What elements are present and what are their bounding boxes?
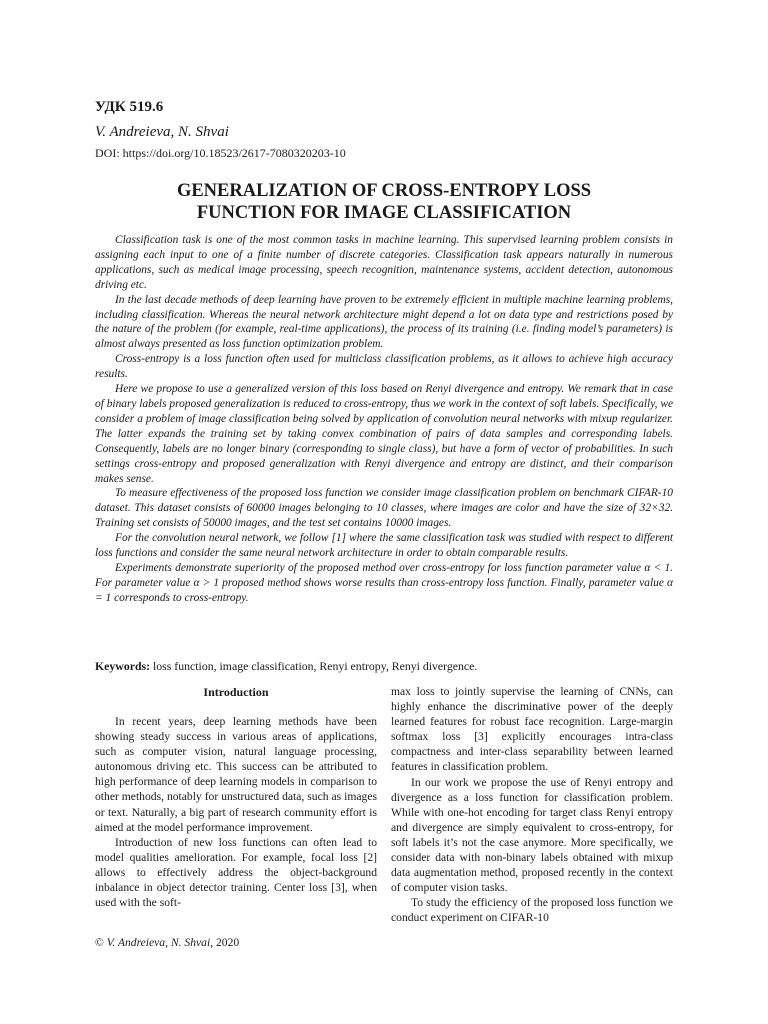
keywords-label: Keywords: bbox=[95, 659, 151, 673]
body-paragraph: In our work we propose the use of Renyi entropy and divergence as a loss function for classification problem. While with one-hot encoding for target class Renyi entropy and divergence are simply equivalent to cross-entropy, for soft labels it’s not the case anymore. More specifically, we consider data with non-binary labels obtained with mixup data augmentation method, proposed recently in the context of computer vision tasks. bbox=[391, 775, 673, 895]
title-line: GENERALIZATION OF CROSS-ENTROPY LOSS bbox=[176, 181, 592, 201]
body-paragraph: max loss to jointly supervise the learning of CNNs, can highly enhance the discriminative power of the deeply learned features for robust face recognition. Large-margin softmax loss [3] explicitly encourages intra-class compactness and inter-class separability between learned features in classification problem. bbox=[391, 685, 673, 774]
abstract-paragraph: Experiments demonstrate superiority of the proposed method over cross-entropy for loss function parameter value α < 1. For parameter value α > 1 proposed method shows worse results than cross-entropy loss function. Finally, parameter value α = 1 corresponds to cross-entropy. bbox=[95, 561, 673, 604]
abstract-paragraph: For the convolution neural network, we follow [1] where the same classification task was studied with respect to different loss functions and consider the same neural network architecture in order to obtain comparable results. bbox=[95, 532, 673, 560]
copyright-notice bbox=[95, 936, 239, 949]
paper-title bbox=[95, 180, 673, 224]
body-paragraph: In recent years, deep learning methods have been showing steady success in various areas of applications, such as computer vision, natural language processing, autonomous driving etc. This success can be attributed to high performance of deep learning models in comparison to other methods, notably for unstructured data, such as images or text. Naturally, a big part of research community effort is aimed at the model performance improvement. bbox=[95, 715, 377, 834]
authors: V. Andreieva, N. Shvai bbox=[95, 124, 229, 140]
abstract-paragraph: In the last decade methods of deep learning have proven to be extremely efficient in multiple machine learning problems, including classification. Whereas the neural network architecture might depend a lot on data type and restrictions posed by the nature of the problem (for example, real-time applications), the process of its training (i.e. finding model’s parameters) is almost always presented as loss function optimization problem. bbox=[95, 293, 673, 351]
copyright-symbol: © bbox=[95, 936, 104, 949]
keywords bbox=[95, 659, 673, 674]
abstract bbox=[95, 233, 673, 606]
abstract-paragraph: To measure effectiveness of the proposed loss function we consider image classification problem on benchmark CIFAR-10 dataset. This dataset consists of 60000 images belonging to 10 classes, where images are color and have the size of 32×32. Training set consists of 50000 images, and the test set contains 10000 images. bbox=[95, 487, 673, 530]
body-paragraph: To study the efficiency of the proposed loss function we conduct experiment on CIFAR-10 bbox=[391, 896, 673, 925]
keywords-text: loss function, image classification, Renyi entropy, Renyi divergence. bbox=[150, 659, 478, 673]
section-heading-introduction: Introduction bbox=[203, 685, 269, 699]
abstract-paragraph: Cross-entropy is a loss function often used for multiclass classification problems, as it allows to achieve high accuracy results. bbox=[95, 353, 673, 381]
abstract-paragraph: Here we propose to use a generalized version of this loss based on Renyi divergence and entropy. We remark that in case of binary labels proposed generalization is reduced to cross-entropy, thus we work in the context of soft labels. Specifically, we consider a problem of image classification being solved by application of convolution neural networks with mixup regularizer. The latter expands the training set by taking convex combination of pairs of data samples and corresponding labels. Consequently, labels are no longer binary (corresponding to single class), but have a form of vector of probabilities. In such settings cross-entropy and proposed generalization with Renyi divergence and entropy are distinct, and their comparison makes sense. bbox=[95, 383, 673, 485]
udk-code: УДК 519.6 bbox=[95, 99, 164, 115]
copyright-names: V. Andreieva, N. Shvai bbox=[106, 936, 211, 949]
copyright-year: , 2020 bbox=[210, 936, 240, 949]
left-column bbox=[95, 684, 377, 910]
abstract-paragraph: Classification task is one of the most common tasks in machine learning. This supervised learning problem consists in assigning each input to one of a finite number of discrete categories. Classification task appears naturally in numerous applications, such as medical image processing, speech recognition, maintenance systems, accident detection, autonomous driving etc. bbox=[95, 234, 673, 291]
doi[interactable]: DOI: https://doi.org/10.18523/2617-7080320203-10 bbox=[95, 146, 346, 160]
right-column bbox=[391, 684, 673, 926]
body-paragraph: Introduction of new loss functions can often lead to model qualities amelioration. For example, focal loss [2] allows to effectively address the object-background inbalance in object detector training. Center loss [3], when used with the soft- bbox=[95, 835, 377, 910]
title-line: FUNCTION FOR IMAGE CLASSIFICATION bbox=[196, 203, 572, 223]
